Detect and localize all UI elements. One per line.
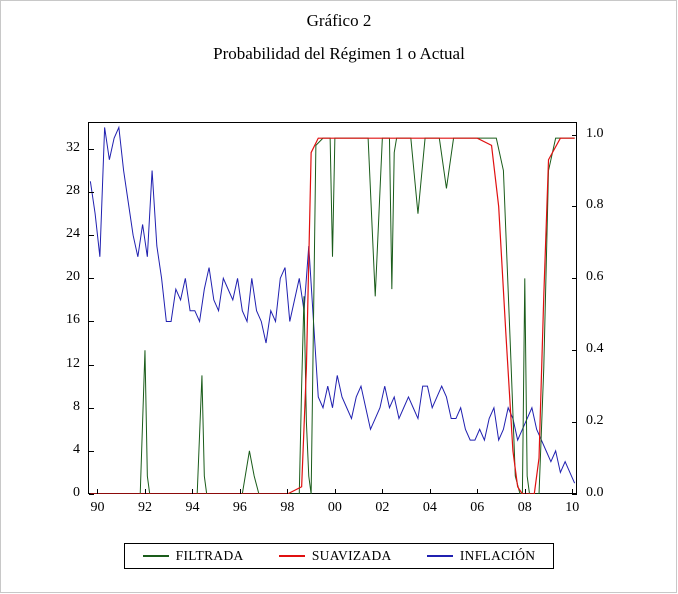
legend-swatch-suavizada (279, 555, 305, 557)
y-axis-tick-right: 0.2 (586, 413, 604, 429)
y-axis-tick-mark-right (572, 278, 577, 279)
y-axis-tick-mark-right (572, 350, 577, 351)
page-title: Gráfico 2 (306, 11, 372, 30)
y-axis-tick-mark-right (572, 206, 577, 207)
legend-label-inflacion: INFLACIÓN (459, 548, 536, 563)
y-axis-tick-left: 24 (66, 226, 80, 242)
x-axis-tick-mark (97, 489, 98, 494)
y-axis-tick-mark-left (89, 192, 94, 193)
y-axis-tick-mark-right (572, 135, 577, 136)
y-axis-tick-left: 32 (66, 139, 80, 155)
chart-legend (124, 543, 554, 569)
y-axis-tick-right: 0.8 (586, 197, 604, 213)
x-axis-tick: 92 (137, 500, 152, 515)
y-axis-tick-left: 28 (66, 183, 80, 199)
y-axis-tick-left: 0 (73, 485, 80, 500)
y-axis-tick-mark-left (89, 365, 94, 366)
y-axis-tick-mark-left (89, 451, 94, 452)
x-axis-tick-mark (335, 489, 336, 494)
legend-item-filtrada (143, 548, 244, 564)
legend-item-inflacion (427, 548, 535, 564)
series-layer (88, 122, 577, 494)
y-axis-tick-mark-left (89, 278, 94, 279)
y-axis-tick-mark-left (89, 149, 94, 150)
y-axis-tick-mark-left (89, 494, 94, 495)
legend-swatch-filtrada (143, 555, 169, 557)
y-axis-tick-right: 0.4 (586, 341, 604, 357)
x-axis-tick-mark (145, 489, 146, 494)
x-axis-tick: 90 (90, 500, 105, 515)
x-axis-tick: 10 (565, 500, 580, 515)
y-axis-tick-left: 20 (66, 269, 80, 285)
y-axis-tick-left: 16 (66, 312, 80, 328)
x-axis-tick: 98 (280, 500, 295, 515)
x-axis-tick-mark (287, 489, 288, 494)
x-axis-tick-mark (240, 489, 241, 494)
y-axis-tick-left: 4 (73, 441, 80, 457)
y-axis-tick-right: 1.0 (586, 125, 604, 141)
y-axis-tick-left: 12 (66, 355, 80, 371)
x-axis-tick: 06 (470, 500, 485, 515)
y-axis-tick-mark-right (572, 422, 577, 423)
y-axis-tick-left: 8 (73, 398, 80, 414)
y-axis-tick-mark-right (572, 494, 577, 495)
x-axis-tick: 04 (422, 500, 437, 515)
legend-swatch-inflacion (427, 555, 453, 557)
x-axis-tick-mark (477, 489, 478, 494)
y-axis-tick-right: 0.6 (586, 269, 604, 285)
series-inflacion (90, 127, 574, 483)
x-axis-tick-mark (525, 489, 526, 494)
x-axis-tick: 00 (327, 500, 342, 515)
x-axis-tick-mark (430, 489, 431, 494)
legend-label-suavizada: SUAVIZADA (311, 548, 392, 563)
chart-subtitle: Probabilidad del Régimen 1 o Actual (213, 44, 465, 63)
chart-area (0, 100, 678, 540)
y-axis-tick-mark-left (89, 235, 94, 236)
x-axis-tick: 02 (375, 500, 390, 515)
x-axis-tick-mark (572, 489, 573, 494)
legend-item-suavizada (279, 548, 392, 564)
series-filtrada (90, 138, 574, 494)
x-axis-tick: 94 (185, 500, 200, 515)
x-axis-tick-mark (192, 489, 193, 494)
y-axis-tick-mark-left (89, 408, 94, 409)
chart-title-block (0, 8, 678, 68)
x-axis-tick-mark (382, 489, 383, 494)
legend-label-filtrada: FILTRADA (175, 548, 244, 563)
series-suavizada (90, 138, 574, 494)
y-axis-tick-mark-left (89, 321, 94, 322)
y-axis-tick-right: 0.0 (586, 485, 604, 500)
x-axis-tick: 08 (517, 500, 532, 515)
x-axis-tick: 96 (232, 500, 247, 515)
